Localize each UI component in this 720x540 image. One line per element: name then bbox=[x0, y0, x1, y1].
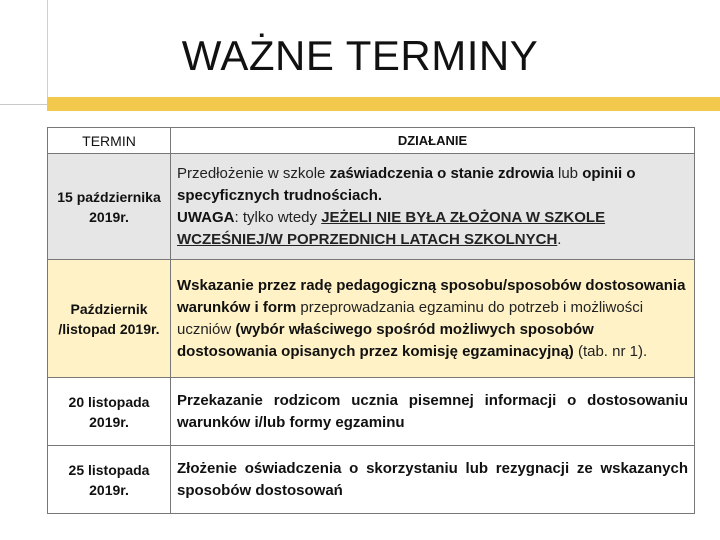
date-line-2: 2019r. bbox=[89, 481, 129, 498]
action-text-bold: Przekazanie rodzicom ucznia pisemnej informacji o dostosowaniu warunków i/lub formy egzaminu bbox=[177, 391, 688, 431]
action-text: . bbox=[557, 230, 562, 248]
action-text-underlined: JEŻELI NIE BYŁA ZŁOŻONA W SZKOLE WCZEŚNIEJ/W POPRZEDNICH LATACH SZKOLNYCH bbox=[177, 208, 606, 248]
table-header-row bbox=[48, 128, 695, 154]
table-row bbox=[48, 260, 695, 378]
warning-label: UWAGA bbox=[177, 208, 235, 226]
table-row bbox=[48, 154, 695, 260]
table-row bbox=[48, 378, 695, 446]
action-text-bold: (wybór właściwego spośród możliwych sposobów dostosowania opisanych przez komisję egzaminacyjną) bbox=[177, 320, 594, 360]
row-action bbox=[171, 154, 695, 260]
date-line-1: 15 października bbox=[57, 188, 161, 205]
action-text: : tylko wtedy bbox=[234, 208, 322, 226]
accent-line bbox=[0, 104, 47, 105]
table-row bbox=[48, 446, 695, 514]
date-line-2: /listopad 2019r. bbox=[58, 320, 160, 337]
action-text-bold: Wskazanie przez radę pedagogiczną sposobu/sposobów dostosowania warunków i form bbox=[177, 276, 686, 316]
row-date bbox=[48, 378, 171, 446]
date-line-2: 2019r. bbox=[89, 413, 129, 430]
date-line-1: Październik bbox=[70, 300, 148, 317]
date-line-1: 20 listopada bbox=[68, 393, 150, 410]
action-text: lub bbox=[553, 164, 583, 182]
action-text: przeprowadzania egzaminu do potrzeb i możliwości uczniów bbox=[177, 298, 644, 338]
slide-title: WAŻNE TERMINY bbox=[181, 32, 539, 79]
action-text: (tab. nr 1). bbox=[573, 342, 648, 360]
row-action bbox=[171, 446, 695, 514]
action-text-bold: zaświadczenia o stanie zdrowia bbox=[329, 164, 554, 182]
row-action bbox=[171, 260, 695, 378]
row-action bbox=[171, 378, 695, 446]
row-date bbox=[48, 154, 171, 260]
date-line-2: 2019r. bbox=[89, 208, 129, 225]
row-date bbox=[48, 446, 171, 514]
action-text-bold: opinii o specyficznych trudnościach. bbox=[177, 164, 636, 204]
header-dzialanie: DZIAŁANIE bbox=[171, 128, 695, 154]
deadlines-table bbox=[47, 127, 695, 514]
action-text: Przedłożenie w szkole bbox=[177, 164, 330, 182]
header-termin: TERMIN bbox=[48, 128, 171, 154]
action-text-bold: Złożenie oświadczenia o skorzystaniu lub rezygnacji ze wskazanych sposobów dostosowań bbox=[177, 459, 688, 499]
date-line-1: 25 listopada bbox=[68, 461, 150, 478]
accent-bar bbox=[47, 97, 720, 111]
row-date bbox=[48, 260, 171, 378]
